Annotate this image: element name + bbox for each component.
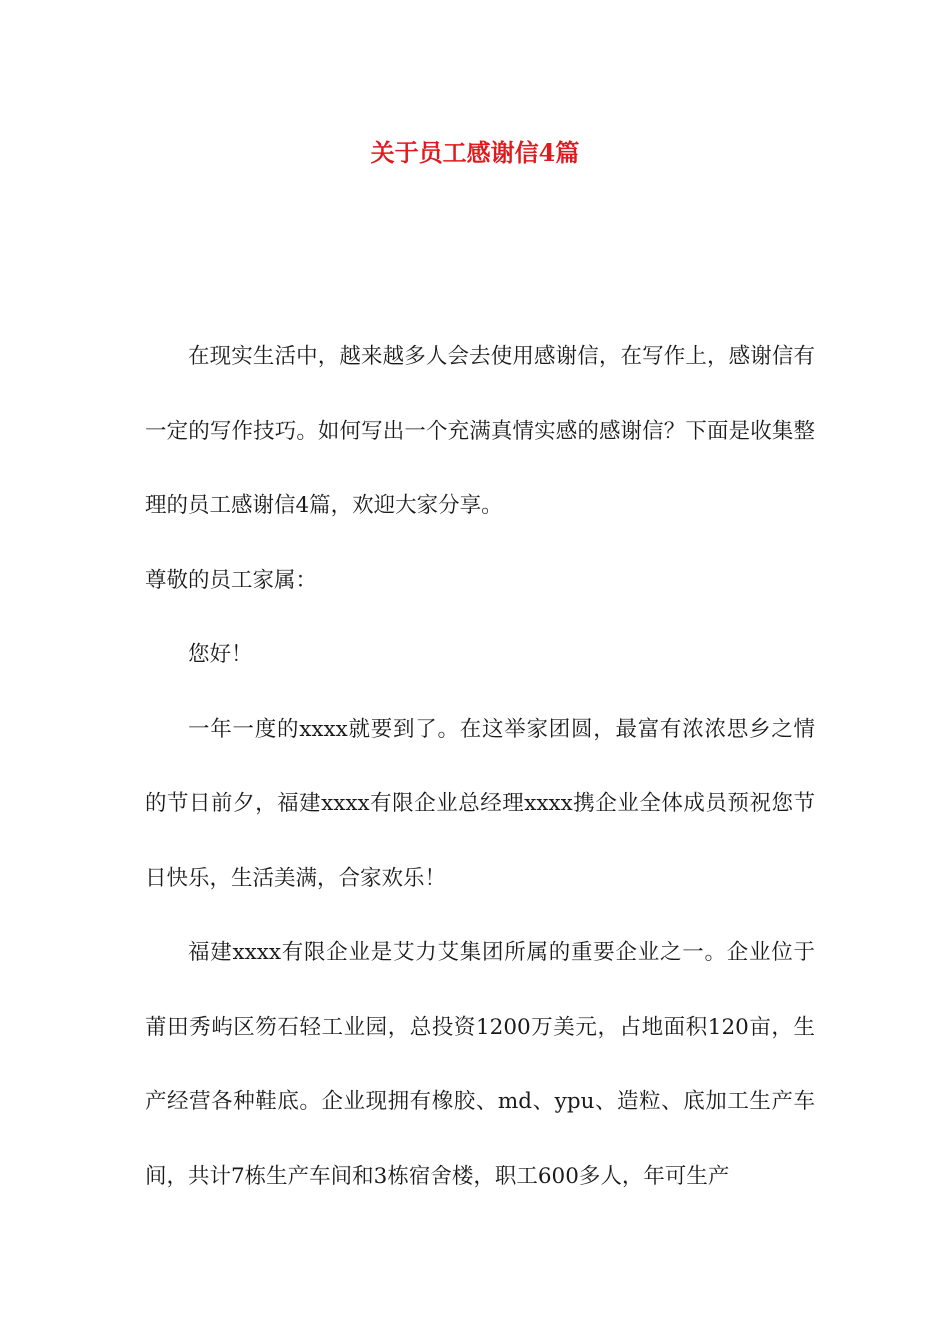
greeting: 您好！ — [188, 642, 253, 667]
salutation: 尊敬的员工家属： — [145, 567, 318, 593]
holiday-paragraph: 一年一度的xxxx就要到了。在这举家团圆，最富有浓浓思乡之情的节日前夕，福建xxxx有限企业总经理xxxx携企业全体成员预祝您节日快乐，生活美满，合家欢乐！ — [145, 716, 815, 891]
company-paragraph: 福建xxxx有限企业是艾力艾集团所属的重要企业之一。企业位于莆田秀屿区笏石轻工业园，总投资1200万美元，占地面积120亩，生产经营各种鞋底。企业现拥有橡胶、md、ypu、造粒、底加工生产车间，共计7栋生产车间和3栋宿舍楼，职工600多人，年可生产 — [145, 940, 815, 1189]
intro-paragraph: 在现实生活中，越来越多人会去使用感谢信，在写作上，感谢信有一定的写作技巧。如何写出一个充满真情实感的感谢信？下面是收集整理的员工感谢信4篇，欢迎大家分享。 — [145, 344, 815, 518]
document-body — [145, 320, 815, 1214]
document-title: 关于员工感谢信4篇 — [370, 138, 580, 167]
